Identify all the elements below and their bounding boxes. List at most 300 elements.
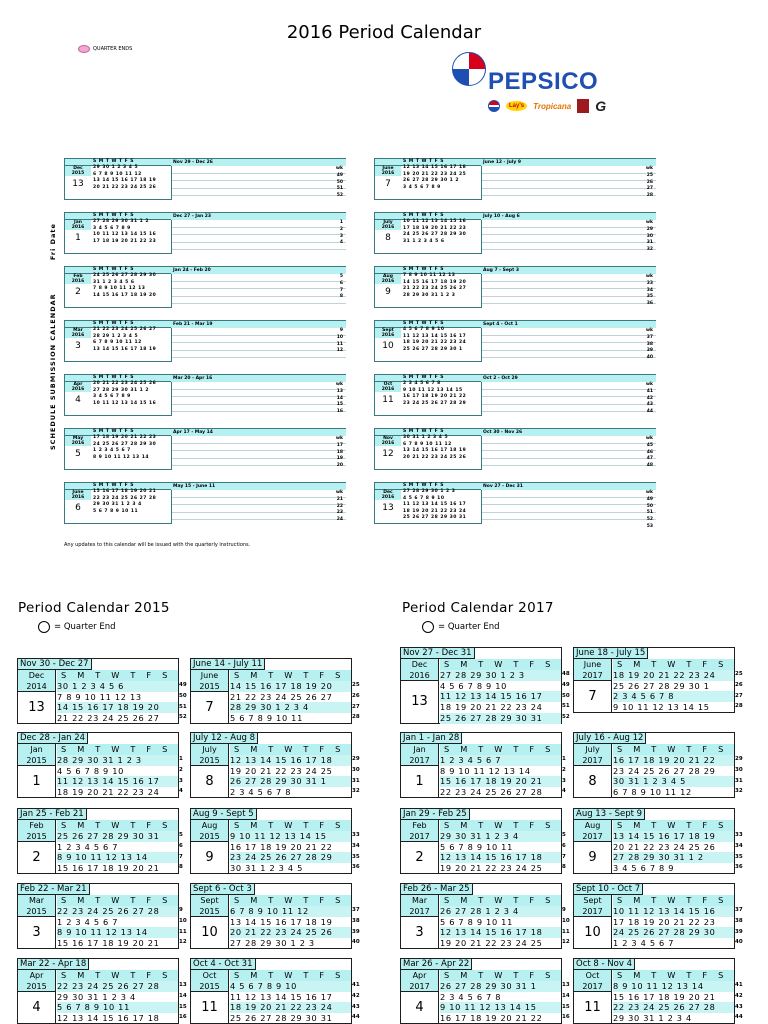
week-number: wk — [645, 274, 653, 279]
period-calendar-block — [17, 958, 179, 1024]
period-month: Dec — [18, 670, 56, 681]
day-grid — [613, 659, 734, 713]
period-month-label — [375, 436, 401, 446]
day-grid — [230, 820, 351, 874]
week-row: S M T W T F S — [93, 267, 135, 272]
week-row: 20 21 22 23 24 25 26 — [403, 454, 467, 460]
period-month-label — [65, 220, 91, 230]
weekday-header: S M T W T F S — [57, 744, 178, 755]
quarter-end-key-2015: = Quarter End — [38, 621, 116, 633]
week-row: 17 18 19 20 21 22 23 — [403, 225, 467, 231]
period-year: 2016 — [381, 495, 395, 500]
period-calendar-block — [573, 883, 735, 949]
week-row: 13 14 15 16 17 18 19 — [230, 916, 333, 927]
week-row: 12 13 14 15 16 17 18 — [440, 852, 561, 863]
week-number: 48 — [646, 463, 653, 469]
week-row: 25 26 27 28 29 30 31 — [403, 514, 467, 520]
weekday-header: S M T W T F S — [57, 820, 178, 831]
week-row: 14 15 16 17 18 19 20 — [57, 702, 178, 713]
week-number: 44 — [735, 1014, 743, 1021]
period-month: June — [191, 670, 229, 681]
period-year: 2017 — [574, 906, 612, 917]
week-row: 18 19 20 21 22 23 24 — [613, 670, 734, 681]
week-number: 38 — [646, 341, 653, 347]
period-year: 2014 — [18, 681, 56, 692]
period-range: Jan 24 - Feb 20 — [171, 267, 346, 274]
period-calendar-block — [573, 732, 735, 798]
week-numbers — [179, 680, 187, 723]
period-calendar-block — [573, 958, 735, 1024]
week-row: S M T W T F S — [93, 429, 135, 434]
week-row: 16 17 18 19 20 21 22 — [613, 755, 734, 766]
period-calendar-block — [190, 808, 352, 874]
period-year: 2016 — [381, 225, 395, 230]
week-number: 26 — [735, 681, 743, 688]
week-number: 42 — [735, 992, 743, 999]
week-row: 31 1 2 3 4 5 6 — [93, 279, 135, 285]
week-row: 27 28 29 30 31 1 2 — [93, 219, 149, 225]
gatorade-logo: G — [595, 98, 607, 114]
period-number: 7 — [385, 179, 391, 189]
week-row: 3 4 5 6 7 8 9 — [613, 863, 675, 874]
week-number: 32 — [646, 247, 653, 253]
week-number: 37 — [735, 907, 743, 913]
day-grid — [440, 820, 561, 874]
submission-lines — [481, 328, 656, 362]
period-range: Mar 26 - Apr 22 — [401, 959, 472, 970]
week-number: 29 — [352, 756, 360, 762]
weekday-header: S M T W T F S — [613, 744, 734, 755]
week-number: wk — [645, 220, 653, 225]
period-year: 2017 — [401, 831, 439, 842]
period-month: Sept — [574, 895, 612, 906]
day-grid — [57, 820, 178, 874]
week-row: 14 15 16 17 18 19 20 — [403, 279, 467, 285]
week-number: 5 — [562, 832, 566, 838]
period-calendar-block — [17, 658, 179, 724]
week-row: 1 2 3 4 5 6 7 — [57, 916, 119, 927]
period-number: 10 — [191, 917, 229, 948]
period-block — [374, 374, 656, 416]
week-number: 2 — [562, 766, 566, 773]
period-month: Aug — [191, 820, 229, 831]
submission-lines — [481, 274, 656, 308]
day-grid — [230, 970, 351, 1024]
week-number: 36 — [352, 864, 360, 871]
week-number: 50 — [336, 179, 343, 185]
period-year: 2015 — [18, 981, 56, 992]
week-numbers — [179, 754, 183, 797]
week-number: 11 — [562, 928, 570, 935]
week-number: 26 — [646, 179, 653, 185]
week-number: 44 — [352, 1014, 360, 1021]
period-number: 13 — [72, 179, 84, 189]
week-number: 7 — [562, 853, 566, 860]
period-calendar-block — [190, 732, 352, 798]
period-month: Dec — [73, 166, 83, 171]
period-range: July 10 - Aug 6 — [481, 213, 656, 220]
week-number: 5 — [339, 274, 343, 279]
sub-brand-logos — [488, 98, 606, 114]
submission-lines — [171, 274, 346, 308]
period-year: 2016 — [71, 495, 85, 500]
week-row: 20 21 22 23 24 25 26 — [230, 927, 351, 938]
week-number: 10 — [336, 334, 343, 340]
week-numbers — [735, 754, 743, 797]
week-row: 23 24 25 26 27 28 29 — [230, 852, 351, 863]
period-number: 10 — [382, 341, 394, 351]
week-number: 46 — [646, 449, 653, 455]
period-range: Jan 25 - Feb 21 — [18, 809, 87, 820]
week-row: 11 12 13 14 15 16 17 — [230, 991, 333, 1002]
submission-lines — [481, 436, 656, 470]
period-range: Nov 30 - Dec 27 — [18, 659, 92, 670]
week-row: 5 6 7 8 9 10 11 — [230, 713, 303, 724]
week-numbers — [352, 905, 360, 948]
week-row: 6 7 8 9 10 11 12 — [613, 787, 692, 798]
week-number: 34 — [646, 287, 653, 293]
period-month: Apr — [73, 382, 83, 387]
period-block — [64, 212, 346, 254]
period-calendar-block — [573, 647, 735, 713]
period-calendar-block — [400, 808, 562, 874]
week-number: 11 — [336, 341, 343, 347]
week-number: 36 — [646, 301, 653, 307]
submission-lines — [481, 382, 656, 416]
period-year: 2016 — [71, 333, 85, 338]
week-numbers — [336, 490, 343, 524]
period-range: Mar 20 - Apr 16 — [171, 375, 346, 382]
week-number: 39 — [646, 348, 653, 354]
week-row: 5 6 7 8 9 10 11 — [93, 508, 139, 514]
period-year: 2016 — [381, 171, 395, 176]
week-number: 41 — [735, 982, 743, 988]
period-month: May — [72, 436, 84, 441]
weekday-header: S M T W T F S — [57, 670, 178, 681]
week-number: 14 — [336, 395, 343, 401]
period-number: 11 — [574, 992, 612, 1023]
week-number: 47 — [646, 456, 653, 462]
week-row: 15 16 17 18 19 20 21 — [440, 776, 561, 787]
period-range: Dec 27 - Jan 23 — [171, 213, 346, 220]
period-block — [64, 320, 346, 362]
week-number: 51 — [336, 186, 343, 192]
week-row: S M T W T F S — [403, 267, 445, 272]
period-range: Aug 7 - Sept 3 — [481, 267, 656, 274]
week-row: 5 6 7 8 9 10 11 — [57, 1002, 178, 1013]
period-number: 8 — [574, 766, 612, 797]
weekday-header: S M T W T F S — [613, 820, 734, 831]
week-row: 25 26 27 28 29 30 31 — [57, 831, 178, 842]
submission-lines — [481, 490, 656, 524]
period-year: 2015 — [18, 831, 56, 842]
period-month: Feb — [73, 274, 83, 279]
weekday-header: S M T W T F S — [613, 895, 734, 906]
period-month: Jan — [401, 744, 439, 755]
period-month: Aug — [383, 274, 393, 279]
week-number: wk — [645, 328, 653, 333]
period-month: Mar — [73, 328, 83, 333]
period-calendar-block — [400, 732, 562, 798]
period-block — [374, 212, 656, 254]
period-range: June 14 - July 11 — [191, 659, 265, 670]
period-days — [93, 483, 171, 515]
period-number: 2 — [75, 287, 81, 297]
week-number: 43 — [352, 1003, 360, 1010]
period-month-label — [65, 328, 91, 338]
weekday-header: S M T W T F S — [57, 895, 178, 906]
week-row: 28 29 1 2 3 4 5 — [93, 333, 139, 339]
week-row: 17 18 19 20 21 22 23 — [93, 238, 157, 244]
period-number: 10 — [574, 917, 612, 948]
period-range: May 15 - June 11 — [171, 483, 346, 490]
week-row: 15 16 17 18 19 20 21 — [613, 991, 716, 1002]
period-days — [403, 213, 481, 245]
week-row: 8 9 10 11 12 13 14 — [93, 454, 149, 460]
weekday-header: S M T W T F S — [613, 970, 734, 981]
quaker-logo-icon — [577, 99, 589, 113]
period-month-label — [65, 436, 91, 446]
week-row: 21 22 23 24 25 26 27 — [230, 691, 333, 702]
week-row: 9 10 11 12 13 14 15 — [440, 1002, 561, 1013]
week-number: 3 — [562, 777, 566, 784]
page-title: 2016 Period Calendar — [286, 22, 482, 43]
period-number: 1 — [401, 766, 439, 797]
weekday-header: S M T W T F S — [440, 820, 561, 831]
week-row: 11 12 13 14 15 16 17 — [403, 502, 467, 508]
week-number: 53 — [646, 523, 653, 529]
submission-lines — [171, 328, 346, 362]
week-row: 26 27 28 29 30 31 1 — [230, 776, 351, 787]
week-row: 13 14 15 16 17 18 19 — [613, 831, 734, 842]
week-number: 35 — [735, 853, 743, 860]
week-row: S M T W T F S — [93, 375, 135, 380]
period-range: Oct 4 - Oct 31 — [191, 959, 256, 970]
week-number: 50 — [646, 503, 653, 509]
week-row: 16 17 18 19 20 21 22 — [230, 841, 333, 852]
week-row: 5 6 7 8 9 10 11 — [440, 841, 513, 852]
week-number: 49 — [562, 681, 570, 688]
week-number: 42 — [646, 395, 653, 401]
legend-label: QUARTER ENDS — [93, 46, 133, 52]
period-number: 9 — [574, 842, 612, 873]
week-row: 24 25 26 27 28 29 30 — [93, 441, 157, 447]
week-number: 14 — [179, 992, 187, 999]
period-year: 2017 — [574, 670, 612, 681]
week-row: S M T W T F S — [403, 429, 445, 434]
week-number: 15 — [336, 402, 343, 408]
period-year: 2016 — [401, 670, 439, 681]
period-block — [64, 374, 346, 416]
week-numbers — [735, 905, 743, 948]
week-number: 25 — [735, 671, 743, 677]
week-number: 22 — [336, 503, 343, 509]
period-month: June — [382, 166, 394, 171]
week-row: 5 6 7 8 9 10 11 — [440, 916, 513, 927]
week-row: 30 31 1 2 3 4 5 — [230, 863, 303, 874]
week-number: 21 — [336, 496, 343, 502]
week-row: 3 4 5 6 7 8 9 — [403, 184, 441, 190]
period-days — [93, 159, 171, 191]
week-row: 30 31 1 2 3 4 5 — [613, 776, 734, 787]
week-number: wk — [335, 436, 343, 441]
week-numbers — [562, 669, 570, 723]
period-month: Nov — [383, 436, 393, 441]
period-number: 13 — [18, 692, 56, 723]
week-row: 18 19 20 21 22 23 24 — [440, 702, 543, 713]
week-number: 13 — [336, 388, 343, 394]
week-row: 27 28 29 30 1 2 3 — [440, 670, 561, 681]
period-range: Apr 17 - May 14 — [171, 429, 346, 436]
period-block — [64, 482, 346, 524]
week-numbers — [352, 980, 360, 1023]
period-range: Nov 29 - Dec 26 — [171, 159, 346, 166]
week-row: 28 29 30 31 1 2 3 — [57, 755, 178, 766]
period-year: 2016 — [71, 225, 85, 230]
week-numbers — [340, 220, 343, 247]
week-row: 19 20 21 22 23 24 25 — [403, 171, 467, 177]
day-grid — [230, 895, 351, 949]
week-row: 14 15 16 17 18 19 20 — [230, 681, 351, 692]
week-number: 28 — [735, 703, 743, 710]
week-number: 28 — [646, 193, 653, 199]
period-year: 2015 — [191, 831, 229, 842]
period-calendar-2015-title: Period Calendar 2015 — [18, 600, 170, 616]
week-number: 41 — [646, 388, 653, 394]
submission-lines — [171, 382, 346, 416]
week-number: 23 — [336, 510, 343, 516]
period-range: Feb 26 - Mar 25 — [401, 884, 473, 895]
week-row: 4 5 6 7 8 9 10 — [230, 981, 351, 992]
week-number: 50 — [179, 692, 187, 699]
week-number: 41 — [352, 982, 360, 988]
week-number: 38 — [735, 917, 743, 924]
week-number: 12 — [336, 348, 343, 354]
week-row: 12 13 14 15 16 17 18 — [403, 165, 467, 171]
week-number: 10 — [179, 917, 187, 924]
week-row: 12 13 14 15 16 17 18 — [440, 927, 561, 938]
period-year: 2016 — [381, 279, 395, 284]
week-number: 25 — [352, 682, 360, 688]
period-month: Mar — [18, 895, 56, 906]
pepsi-logo-icon — [488, 100, 500, 112]
period-range: Feb 21 - Mar 19 — [171, 321, 346, 328]
week-row: 29 30 31 1 2 3 4 — [57, 991, 136, 1002]
period-calendar-block — [400, 647, 562, 724]
period-year: 2015 — [191, 981, 229, 992]
week-row: 6 7 8 9 10 11 12 — [93, 340, 142, 346]
week-number: 4 — [179, 788, 183, 795]
period-days — [403, 375, 481, 407]
week-number: 44 — [646, 409, 653, 415]
period-month-label — [65, 490, 91, 500]
submission-lines — [171, 166, 346, 200]
week-number: 48 — [562, 671, 570, 677]
week-number: wk — [645, 436, 653, 441]
week-number: 9 — [339, 328, 343, 333]
week-number: wk — [645, 166, 653, 171]
period-range: Sept 10 - Oct 7 — [574, 884, 643, 895]
week-row: 18 19 20 21 22 23 24 — [230, 1002, 351, 1013]
week-number: 13 — [562, 982, 570, 988]
week-row: 17 18 19 20 21 22 23 — [93, 435, 157, 441]
period-year: 2017 — [401, 755, 439, 766]
week-number: 12 — [179, 939, 187, 946]
week-row: 6 7 8 9 10 11 12 — [230, 906, 351, 917]
week-number: 17 — [336, 442, 343, 448]
week-row: 25 26 27 28 29 30 1 — [403, 346, 463, 352]
week-row: 26 27 28 29 30 31 1 — [440, 981, 561, 992]
week-number: 43 — [646, 402, 653, 408]
week-row: 29 30 31 1 2 3 4 — [93, 502, 142, 508]
lays-logo: Lay's — [506, 101, 527, 111]
week-number: 34 — [735, 842, 743, 849]
period-block — [374, 428, 656, 470]
day-grid — [613, 970, 734, 1024]
period-range: Sept 6 - Oct 3 — [191, 884, 255, 895]
week-numbers — [179, 830, 183, 873]
week-number: 1 — [179, 756, 183, 762]
period-month-label — [375, 328, 401, 338]
period-number: 3 — [18, 917, 56, 948]
period-month-label — [65, 274, 91, 284]
week-row: 13 14 15 16 17 18 19 — [93, 346, 157, 352]
period-block — [374, 158, 656, 200]
period-year: 2015 — [18, 755, 56, 766]
day-grid — [57, 970, 178, 1024]
week-number: 38 — [352, 917, 360, 924]
week-row: 9 10 11 12 13 14 15 — [613, 702, 710, 713]
week-number: 3 — [179, 777, 183, 784]
week-row: 22 23 24 25 26 27 28 — [93, 495, 157, 501]
period-month: Jan — [18, 744, 56, 755]
week-number: 4 — [562, 788, 566, 795]
period-number: 1 — [75, 233, 81, 243]
week-number: 16 — [336, 409, 343, 415]
week-row: 1 2 3 4 5 6 7 — [57, 841, 119, 852]
period-month-label — [375, 220, 401, 230]
week-numbers — [735, 669, 743, 712]
week-number: 31 — [735, 777, 743, 784]
week-numbers — [646, 166, 653, 200]
weekday-header: S M T W T F S — [613, 659, 734, 670]
week-row: 26 27 28 1 2 3 4 — [440, 906, 561, 917]
period-number: 7 — [574, 681, 612, 712]
week-row: 8 9 10 11 12 13 14 — [440, 765, 531, 776]
period-range: Jan 29 - Feb 25 — [401, 809, 470, 820]
period-days — [403, 483, 481, 521]
week-row: 24 25 26 27 28 29 30 — [403, 232, 467, 238]
week-number: 16 — [179, 1014, 187, 1021]
week-row: 11 12 13 14 15 16 17 — [403, 333, 467, 339]
period-calendar-block — [400, 958, 562, 1024]
week-number: wk — [335, 382, 343, 387]
week-row: 6 7 8 9 10 11 12 — [403, 441, 452, 447]
week-number: 51 — [562, 703, 570, 710]
day-grid — [57, 895, 178, 949]
period-days — [93, 375, 171, 407]
period-block — [64, 428, 346, 470]
week-number: 9 — [562, 907, 566, 913]
week-number: 1 — [339, 220, 343, 225]
week-row: S M T W T F S — [93, 159, 135, 164]
period-range: Oct 8 - Nov 4 — [574, 959, 635, 970]
week-number: 52 — [336, 193, 343, 199]
week-row: 25 26 27 28 29 30 1 — [613, 680, 710, 691]
week-number: 40 — [646, 355, 653, 361]
week-row: S M T W T F S — [403, 375, 445, 380]
week-row: 1 2 3 4 5 6 7 — [613, 938, 675, 949]
